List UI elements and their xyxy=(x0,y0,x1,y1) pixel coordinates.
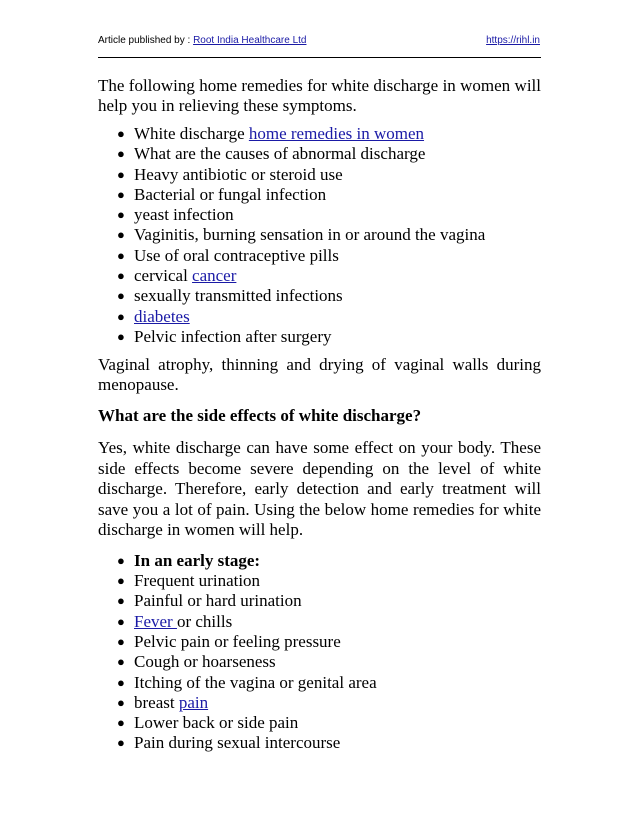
bullet-icon: ● xyxy=(117,674,125,690)
intro-paragraph: The following home remedies for white discharge in women will help you in relieving these symptoms. xyxy=(98,76,541,115)
list-item xyxy=(98,571,541,591)
header-url-link[interactable]: https://rihl.in xyxy=(486,35,540,46)
list-item-text: White discharge xyxy=(134,124,249,143)
list-item-text: Heavy antibiotic or steroid use xyxy=(134,164,343,184)
list-item xyxy=(98,185,541,205)
side-effects-list xyxy=(98,551,541,754)
list-item xyxy=(98,246,541,266)
list-item-text: Pelvic infection after surgery xyxy=(134,326,332,346)
list-item xyxy=(98,652,541,672)
article-body xyxy=(98,76,541,754)
section-heading: What are the side effects of white discharge? xyxy=(98,406,422,426)
list-item xyxy=(98,713,541,733)
list-item-link[interactable]: home remedies in women xyxy=(248,124,425,143)
list-item-link[interactable]: Fever xyxy=(134,611,177,631)
bullet-icon: ● xyxy=(117,227,125,243)
bullet-icon: ● xyxy=(117,735,125,751)
list-item xyxy=(98,733,541,753)
bullet-icon: ● xyxy=(117,308,125,324)
bullet-icon: ● xyxy=(117,654,125,670)
list-item xyxy=(98,673,541,693)
list-item xyxy=(98,144,541,164)
list-item-text: breast xyxy=(134,692,179,712)
list-item xyxy=(98,124,541,144)
list-item-text: Lower back or side pain xyxy=(134,713,299,733)
publisher-link[interactable]: Root India Healthcare Ltd xyxy=(193,35,307,46)
bullet-icon: ● xyxy=(117,613,125,629)
page-header xyxy=(98,35,540,51)
list-item-text: Painful or hard urination xyxy=(134,591,302,611)
header-divider xyxy=(98,57,541,58)
list-item-text: yeast infection xyxy=(134,205,234,225)
bullet-icon: ● xyxy=(117,166,125,182)
symptom-list xyxy=(98,124,541,347)
list-item xyxy=(98,612,541,632)
list-item-text: In an early stage: xyxy=(134,550,261,570)
list-item xyxy=(98,307,541,327)
list-item-text: Cough or hoarseness xyxy=(134,652,276,672)
list-item-text-suffix: or chills xyxy=(176,611,233,631)
list-item-text: Pain during sexual intercourse xyxy=(134,733,341,753)
list-item xyxy=(98,286,541,306)
list-item xyxy=(98,327,541,347)
bullet-icon: ● xyxy=(117,288,125,304)
list-item-text: Vaginitis, burning sensation in or around the vagina xyxy=(134,225,486,245)
bullet-icon: ● xyxy=(117,593,125,609)
side-effects-paragraph: Yes, white discharge can have some effect on your body. These side effects become severe depending on the level of white discharge. Therefore, early detection and early treatment will save you a lot of pain. Using the below home remedies for white discharge in women will help. xyxy=(98,438,541,540)
bullet-icon: ● xyxy=(117,146,125,162)
bullet-icon: ● xyxy=(117,328,125,344)
list-item xyxy=(98,165,541,185)
bullet-icon: ● xyxy=(117,247,125,263)
atrophy-paragraph: Vaginal atrophy, thinning and drying of vaginal walls during menopause. xyxy=(98,355,541,395)
bullet-icon: ● xyxy=(117,715,125,731)
list-item xyxy=(98,225,541,245)
list-item xyxy=(98,266,541,286)
bullet-icon: ● xyxy=(117,573,125,589)
list-item-text: Bacterial or fungal infection xyxy=(134,184,327,204)
bullet-icon: ● xyxy=(117,633,125,649)
list-item xyxy=(98,205,541,225)
list-item-text: cervical xyxy=(134,266,193,286)
list-item xyxy=(98,551,541,571)
list-item-link[interactable]: cancer xyxy=(192,266,237,286)
list-item-text: sexually transmitted infections xyxy=(134,286,343,306)
list-item-text: Itching of the vagina or genital area xyxy=(134,672,377,692)
bullet-icon: ● xyxy=(117,268,125,284)
list-item xyxy=(98,591,541,611)
list-item-text: What are the causes of abnormal discharge xyxy=(134,144,426,164)
bullet-icon: ● xyxy=(117,126,125,141)
list-item-text: Frequent urination xyxy=(134,571,261,591)
bullet-icon: ● xyxy=(117,186,125,202)
list-item xyxy=(98,693,541,713)
bullet-icon: ● xyxy=(117,207,125,223)
bullet-icon: ● xyxy=(117,552,125,568)
header-publisher-line xyxy=(98,35,306,46)
list-item-text: Use of oral contraceptive pills xyxy=(134,245,339,265)
list-item-link[interactable]: diabetes xyxy=(134,306,190,326)
list-item-link[interactable]: pain xyxy=(178,692,209,712)
header-prefix: Article published by : xyxy=(98,35,194,46)
list-item xyxy=(98,632,541,652)
bullet-icon: ● xyxy=(117,694,125,710)
list-item-text: Pelvic pain or feeling pressure xyxy=(134,631,341,651)
